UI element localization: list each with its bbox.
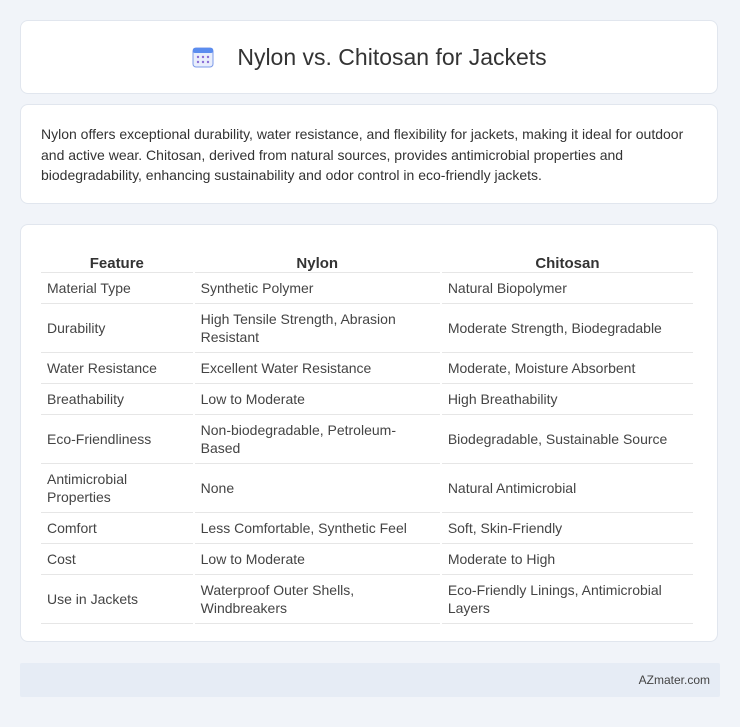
- chitosan-cell: High Breathability: [442, 384, 693, 415]
- column-header-nylon: Nylon: [195, 245, 440, 273]
- table-row: [41, 464, 693, 513]
- intro-text: Nylon offers exceptional durability, water resistance, and flexibility for jackets, making it ideal for outdoor and active wear. Chitosan, derived from natural sources, provides antimicrobial properties and biodegradability, enhancing sustainability and odor control in eco-friendly jackets.: [41, 126, 684, 184]
- intro-card: [20, 104, 718, 204]
- page-title: Nylon vs. Chitosan for Jackets: [237, 43, 547, 70]
- feature-cell: Durability: [41, 304, 193, 353]
- column-header-feature: Feature: [41, 245, 193, 273]
- feature-cell: Antimicrobial Properties: [41, 464, 193, 513]
- chitosan-cell: Natural Biopolymer: [442, 273, 693, 304]
- chitosan-cell: Moderate Strength, Biodegradable: [442, 304, 693, 353]
- table-row: [41, 544, 693, 575]
- chitosan-cell: Biodegradable, Sustainable Source: [442, 415, 693, 464]
- table-row: [41, 304, 693, 353]
- nylon-cell: Low to Moderate: [195, 544, 440, 575]
- title-card: [20, 20, 718, 94]
- feature-cell: Cost: [41, 544, 193, 575]
- table-row: [41, 384, 693, 415]
- table-row: [41, 415, 693, 464]
- footer-brand: AZmater.com: [638, 673, 710, 687]
- chitosan-cell: Moderate, Moisture Absorbent: [442, 353, 693, 384]
- table-row: [41, 575, 693, 624]
- nylon-cell: Non-biodegradable, Petroleum-Based: [195, 415, 440, 464]
- feature-cell: Water Resistance: [41, 353, 193, 384]
- table-row: [41, 353, 693, 384]
- chitosan-cell: Eco-Friendly Linings, Antimicrobial Layers: [442, 575, 693, 624]
- table-row: [41, 273, 693, 304]
- feature-cell: Use in Jackets: [41, 575, 193, 624]
- table-card: [20, 224, 718, 642]
- chitosan-cell: Natural Antimicrobial: [442, 464, 693, 513]
- nylon-cell: Excellent Water Resistance: [195, 353, 440, 384]
- nylon-cell: Low to Moderate: [195, 384, 440, 415]
- nylon-cell: Synthetic Polymer: [195, 273, 440, 304]
- feature-cell: Comfort: [41, 513, 193, 544]
- nylon-cell: Less Comfortable, Synthetic Feel: [195, 513, 440, 544]
- table-row: [41, 513, 693, 544]
- column-header-chitosan: Chitosan: [442, 245, 693, 273]
- comparison-table: [39, 245, 695, 624]
- nylon-cell: None: [195, 464, 440, 513]
- nylon-cell: High Tensile Strength, Abrasion Resistant: [195, 304, 440, 353]
- chitosan-cell: Soft, Skin-Friendly: [442, 513, 693, 544]
- nylon-cell: Waterproof Outer Shells, Windbreakers: [195, 575, 440, 624]
- table-header-row: [41, 245, 693, 273]
- feature-cell: Material Type: [41, 273, 193, 304]
- calendar-icon: [191, 45, 215, 69]
- footer-bar: [20, 663, 720, 697]
- feature-cell: Eco-Friendliness: [41, 415, 193, 464]
- feature-cell: Breathability: [41, 384, 193, 415]
- chitosan-cell: Moderate to High: [442, 544, 693, 575]
